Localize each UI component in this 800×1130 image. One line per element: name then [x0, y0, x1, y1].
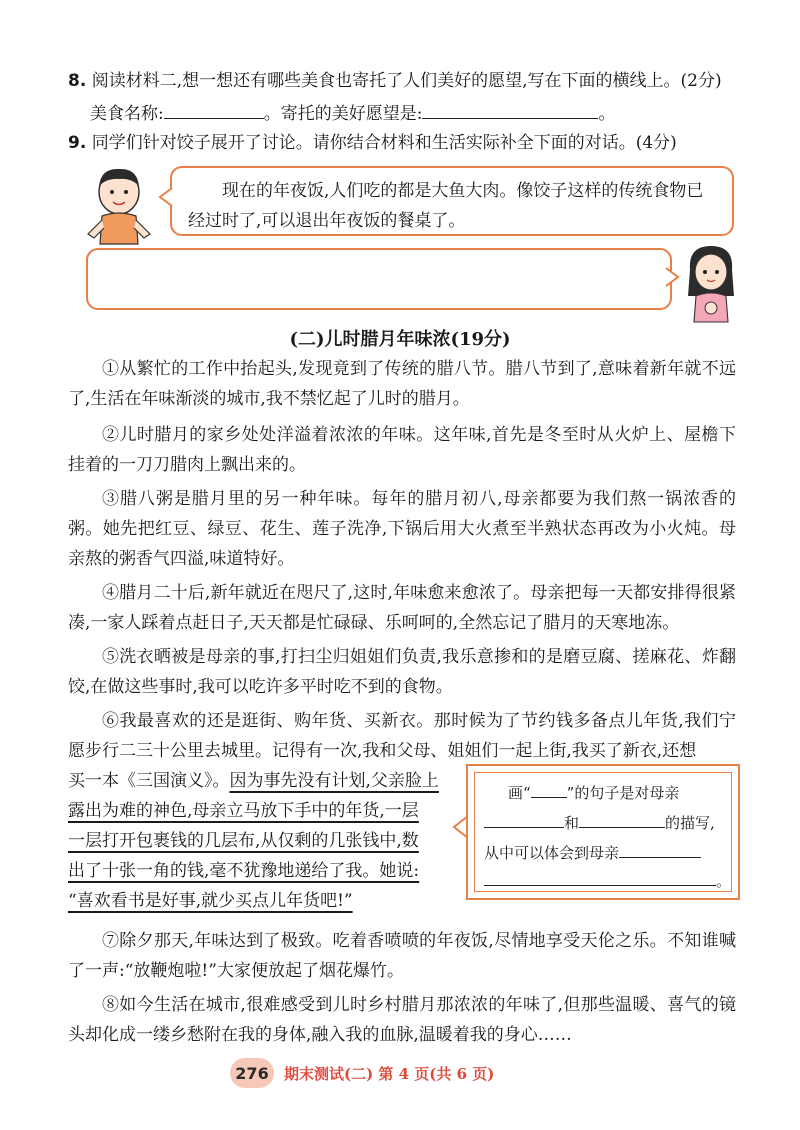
p6-line-3: 一层打开包裹钱的几层布,从仅剩的几张钱中,数 [68, 831, 419, 851]
p6-line-4: 出了十张一角的钱,毫不犹豫地递给了我。她说: [68, 861, 420, 881]
note-line-1 [508, 782, 679, 803]
boy-speech-text: 现在的年夜饭,人们吃的都是大鱼大肉。像饺子这样的传统食物已经过时了,可以退出年夜饭的餐桌了。 [188, 181, 704, 231]
question-8-answer-row [90, 100, 615, 127]
boy-bubble-tail [158, 186, 174, 208]
paragraph-3: ③腊八粥是腊月里的另一种年味。每年的腊月初八,母亲都要为我们熬一锅浓香的粥。她先把红豆、绿豆、花生、莲子洗净,下锅后用大火煮至半熟状态再改为小火炖。母亲熬的粥香气四溢,味道特好。 [68, 489, 736, 569]
paragraph-6-top: ⑥我最喜欢的还是逛街、购年货、买新衣。那时候为了节约钱多备点儿年货,我们宁愿步行二三十公里去城里。记得有一次,我和父母、姐姐们一起上街,我买了新衣,还想 [68, 711, 736, 761]
girl-speech-text [88, 250, 670, 266]
food-name-label: 美食名称: [90, 104, 164, 124]
boy-speech-bubble [170, 166, 734, 236]
paragraph-1: ①从繁忙的工作中抬起头,发现竟到了传统的腊八节。腊八节到了,意味着新年就不远了,生活在年味渐淡的城市,我不禁忆起了儿时的腊月。 [68, 359, 736, 409]
answer-end-mark: 。 [598, 104, 616, 124]
food-name-blank[interactable] [164, 100, 264, 119]
question-8-number: 8. [68, 71, 87, 91]
note-description-blank-1[interactable] [484, 813, 564, 828]
paragraph-2: ②儿时腊月的家乡处处洋溢着浓浓的年味。这年味,首先是冬至时从火炉上、屋檐下挂着的一刀刀腊肉上飘出来的。 [68, 425, 736, 475]
wish-blank[interactable] [422, 100, 598, 119]
paragraph-7: ⑦除夕那天,年味达到了极致。吃着香喷喷的年夜饭,尽情地享受天伦之乐。不知谁喊了一声:“放鞭炮啦!”大家便放起了烟花爆竹。 [68, 931, 736, 981]
annotation-box [466, 764, 740, 900]
note-line-3-text: 从中可以体会到母亲 [484, 844, 620, 862]
note-symbol-blank[interactable] [531, 783, 567, 798]
p6-line-5: “喜欢看书是好事,就少买点儿年货吧!” [68, 891, 353, 911]
note-description-blank-2[interactable] [579, 813, 665, 828]
p6-line-1 [68, 766, 458, 796]
note-line-2 [484, 812, 715, 833]
question-8 [68, 68, 722, 94]
question-8-text: 阅读材料二,想一想还有哪些美食也寄托了人们美好的愿望,写在下面的横线上。(2分) [91, 71, 722, 91]
page-number-badge: 276 [230, 1058, 274, 1088]
wish-label: 。寄托的美好愿望是: [263, 104, 423, 124]
note-feeling-blank[interactable] [619, 843, 701, 858]
note-line-4 [484, 870, 731, 891]
paragraph-4: ④腊月二十后,新年就近在咫尺了,这时,年味愈来愈浓了。母亲把每一天都安排得很紧凑,一家人踩着点赶日子,天天都是忙碌碌、乐呵呵的,全然忘记了腊月的天寒地冻。 [68, 583, 736, 633]
note-line-1-text: ”的句子是对母亲 [566, 784, 680, 802]
p6-line-1-plain: 买一本《三国演义》。 [68, 771, 230, 791]
note-line-4-end: 。 [716, 872, 732, 890]
question-9-text: 同学们针对饺子展开了讨论。请你结合材料和生活实际补全下面的对话。(4分) [91, 133, 677, 153]
note-quote-open: 画“ [508, 784, 531, 802]
p6-line-2: 露出为难的神色,母亲立马放下手中的年货,一层 [68, 801, 419, 821]
paragraph-8: ⑧如今生活在城市,很难感受到儿时乡村腊月那浓浓的年味了,但那些温暖、喜气的镜头却化成一缕乡愁附在我的身体,融入我的血脉,温暖着我的身心…… [68, 995, 736, 1045]
girl-speech-bubble[interactable] [86, 248, 672, 310]
note-feeling-blank-2[interactable] [484, 871, 716, 886]
boy-illustration [76, 160, 162, 246]
page-footer [230, 1058, 494, 1088]
p6-underlined-start: 因为事先没有计划,父亲脸上 [229, 771, 439, 791]
note-line-3 [484, 842, 701, 863]
girl-illustration [676, 240, 746, 324]
section-title: (二)儿时腊月年味浓(19分) [289, 329, 511, 350]
question-9-number: 9. [68, 133, 87, 153]
question-9 [68, 130, 677, 156]
note-line-2-end: 的描写, [665, 814, 715, 832]
paragraph-5: ⑤洗衣晒被是母亲的事,打扫尘归姐姐们负责,我乐意掺和的是磨豆腐、搓麻花、炸翻饺,在做这些事时,我可以吃许多平时吃不到的食物。 [68, 647, 736, 697]
footer-label: 期末测试(二) 第 4 页(共 6 页) [284, 1064, 495, 1083]
paragraph-6-body [68, 766, 458, 916]
note-and: 和 [564, 814, 580, 832]
